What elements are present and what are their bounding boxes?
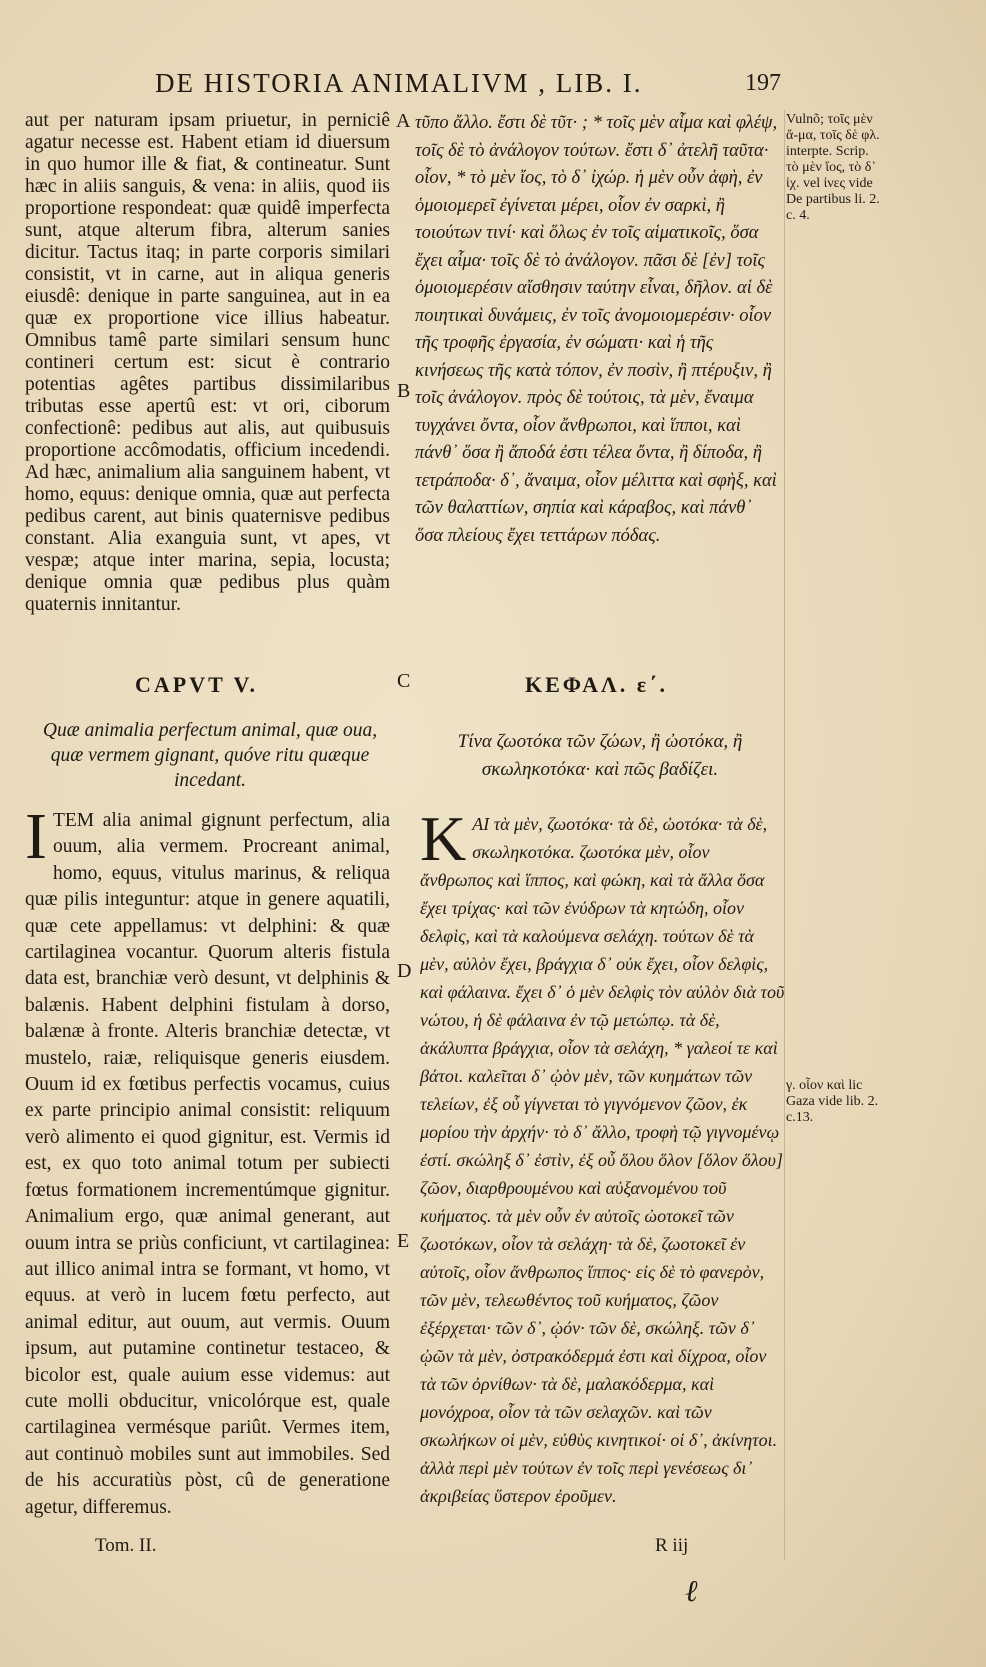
handwritten-mark: ℓ [685, 1575, 698, 1608]
greek-body-text [420, 803, 785, 1510]
page-number: 197 [745, 70, 781, 96]
greek-column-top [415, 110, 783, 550]
chapter-heading-latin: CAPVT V. [135, 672, 259, 697]
section-letter-d: D [397, 960, 412, 982]
section-letter-a: A [396, 110, 411, 132]
latin-body-text [25, 800, 390, 1521]
latin-column-top [25, 110, 390, 616]
latin-top-paragraph: aut per naturam ipsam priuetur, in perniciê agatur necesse est. Habent etiam id diuersum in quo humor ille & fiat, & contineatur. Sunt hæc in aliis sanguis, & vena: in aliis, quod iis proportione respondeat: quæ quidê imperfecta sunt, atque alterum fibra, alterum sanies dicitur. Tactus itaq; in parte corporis similari consistit, vt in carne, aut in aliqua generis eiusdê: denique in parte sanguinea, aut in ea quæ ex proportione vice illius habeatur. Omnibus tamê parte similari sensum hunc contineri certum est: sicut è contrario potentias agêtes partibus dissimilaribus tributas esse apertû est: vt ori, ciborum confectionê: pedibus aut alis, aut quibusuis proportione accômodatis, officium incedendi. Ad hæc, animalium alia sanguinem habent, vt homo, equus: denique omnia, quæ aut perfecta pedibus carent, aut binis quaternisve pedibus constant. Alia exanguia sunt, vt apes, vt vespæ; atque inter marina, sepia, locusta; denique omnia quæ pedibus plus quàm quaternis innitantur. [25, 110, 390, 615]
signature-mark: R iij [655, 1535, 689, 1556]
chapter-heading-greek: ΚΕΦΑΛ. ε΄. [525, 672, 668, 697]
section-letter-e: E [397, 1230, 410, 1252]
chapter-summary-latin: Quæ animalia perfectum animal, quæ oua, quæ vermem gignant, quóve ritu quæque incedant. [42, 720, 378, 791]
drop-cap-greek: Κ [420, 803, 467, 874]
greek-top-paragraph: τῦπο ἄλλο. ἔστι δὲ τῦτ· ; * τοῖς μὲν αἷμα καὶ φλέψ, τοῖς δὲ τὸ ἀνάλογον τούτων. ἔστι δ᾽ ἀτελῆ ταῦτα· οἷον, * τὸ μὲν ἴος, τὸ δ᾽ ἰχώρ. ἡ μὲν οὖν ἁφὴ, ἐν ὁμοιομερεῖ ἐγίνεται μέρει, οἷον ἐν σαρκὶ, ἢ τοιούτων τινί· καὶ ὅλως ἐν τοῖς αἱματικοῖς, ὅσα ἔχει αἷμα· τοῖς δὲ τὸ ἀνάλογον. πᾶσι δὲ [ἐν] τοῖς ὁμοιομερέσιν αἴσθησιν ταύτην εἶναι, δῆλον. αἱ δὲ ποιητικαὶ δυνάμεις, ἐν τοῖς ἀνομοιομερέσιν· οἷον τῆς τροφῆς ἐργασία, ἐν σώματι· καὶ ἡ τῆς κινήσεως τῆς κατὰ τόπον, ἐν ποσὶν, ἢ πτέρυξιν, ἢ τοῖς ἀνάλογον. πρὸς δὲ τούτοις, τὰ μὲν, ἔναιμα τυγχάνει ὄντα, οἷον ἄνθρωποι, καὶ ἵπποι, καὶ πάνθ᾽ ὅσα ἢ ἄποδά ἐστι τέλεα ὄντα, ἢ δίποδα, ἢ τετράποδα· δ᾽, ἄναιμα, οἷον μέλιττα καὶ σφὴξ, καὶ τῶν θαλαττίων, σηπία καὶ κάραβος, καὶ πάνθ᾽ ὅσα πλείους ἔχει τεττάρων πόδας. [415, 113, 778, 546]
greek-body-paragraph: ΑΙ τὰ μὲν, ζωοτόκα· τὰ δὲ, ὠοτόκα· τὰ δὲ, σκωληκοτόκα. ζωοτόκα μὲν, οἷον ἄνθρωπος καὶ ἵππος, καὶ φώκη, καὶ τὰ ἄλλα ὅσα ἔχει τρίχας· καὶ τῶν ἐνύδρων τὰ κητώδη, οἷον δελφὶς, καὶ τὰ καλούμενα σελάχη. τούτων δὲ τὰ μὲν, αὐλὸν ἔχει, βράγχια δ᾽ οὐκ ἔχει, οἷον δελφὶς, καὶ φάλαινα. ἔχει δ᾽ ὁ μὲν δελφὶς τὸν αὐλὸν διὰ τοῦ νώτου, ἡ δὲ φάλαινα ἐν τῷ μετώπῳ. τὰ δὲ, ἀκάλυπτα βράγχια, οἷον τὰ σελάχη, * γαλεοί τε καὶ βάτοι. καλεῖται δ᾽ ᾠὸν μὲν, τῶν κυημάτων τῶν τελείων, ἐξ οὗ γίγνεται τὸ γιγνόμενον ζῶον, ἐκ μορίου τὴν ἀρχήν· τὸ δ᾽ ἄλλο, τροφὴ τῷ γιγνομένῳ ἐστί. σκώληξ δ᾽ ἐστὶν, ἐξ οὗ ὅλου ὅλον [ὅλον ὅλου] ζῶον, διαρθρουμένου καὶ αὐξανομένου τοῦ κυήματος. τὰ μὲν οὖν ἐν αὐτοῖς ὠοτοκεῖ τῶν ζωοτόκων, οἷον τὰ σελάχη· τὰ δὲ, ζωοτοκεῖ ἐν αὑτοῖς, οἷον ἄνθρωπος ἵππος· εἰς δὲ τὸ φανερὸν, τῶν μὲν, τελεωθέντος τοῦ κυήματος, ζῶον ἐξέρχεται· τῶν δ᾽, ᾠόν· τῶν δὲ, σκώληξ. τῶν δ᾽ ᾠῶν τὰ μὲν, ὀστρακόδερμά ἐστι καὶ δίχροα, οἷον τὰ τῶν ὀρνίθων· τὰ δὲ, μαλακόδερμα, καὶ μονόχροα, οἷον τὰ τῶν σελαχῶν. καὶ τῶν σκωλήκων οἱ μὲν, εὐθὺς κινητικοί· οἱ δ᾽, ἀκίνητοι. ἀλλὰ περὶ μὲν τούτων ἐν τοῖς περὶ γενέσεως δι᾽ ἀκριβείας ὕστερον ἐροῦμεν. [420, 814, 785, 1506]
section-letter-c: C [397, 670, 411, 692]
running-header [0, 68, 986, 108]
drop-cap-latin: I [25, 800, 47, 873]
margin-note-gaza: γ. οἷον καὶ lic Gaza vide lib. 2. c.13. [786, 1078, 879, 1125]
section-letter-b: B [397, 380, 411, 402]
margin-note-vulnus: Vulnõ; τοῖς μὲν ἄ-μα, τοῖς δὲ φλ. interpte. Scrip. τὸ μὲν ἴος, τὸ δ᾽ ἰχ. vel ἰνες vide De partibus li. 2. c. 4. [786, 112, 880, 223]
latin-body-paragraph: TEM alia animal gignunt perfectum, alia ouum, alia vermem. Procreant animal, homo, equus, vitulus marinus, & reliqua quæ pilis integuntur: atque in genere aquatili, quæ cete appellamus: vt delphini: & quæ cartilaginea vocantur. Quorum alteris fistula data est, branchiæ verò desunt, vt delphinis & balænis. Habent delphini fistulam à dorso, balænæ à fronte. Alteris branchiæ detectæ, vt mustelo, raiæ, reliquisque generis eiusdem. Ouum id ex fœtibus perfectis vocamus, cuius ex parte principio animal consistit: reliquum verò alimento ei quod gignitur, est. Vermis id est, ex quo toto animal totum per subiecti fœtus formationem incrementúmque gignitur. Animalium ergo, quæ animal generant, aut ouum intra se priùs conficiunt, vt cartilaginea: aut illico animal intra se formant, vt homo, vt equus. at verò in lucem fœtu perfecto, aut animal editur, aut ouum, aut vermis. Ouum ipsum, aut putamine continetur testaceo, & bicolor est, quale auium esse videmus: aut cute molli obducitur, vnicolórque est, quale cartilaginea vermésque pariût. Vermes item, aut continuò mobiles sunt aut immobiles. Sed de his accuratiùs pòst, cû de generatione agetur, differemus. [25, 810, 390, 1518]
volume-marker: Tom. II. [95, 1535, 157, 1556]
chapter-summary-greek: Τίνα ζωοτόκα τῶν ζώων, ἢ ὠοτόκα, ἢ σκωληκοτόκα· καὶ πῶς βαδίζει. [457, 731, 743, 780]
running-title: DE HISTORIA ANIMALIVM , LIB. I. [155, 68, 643, 98]
